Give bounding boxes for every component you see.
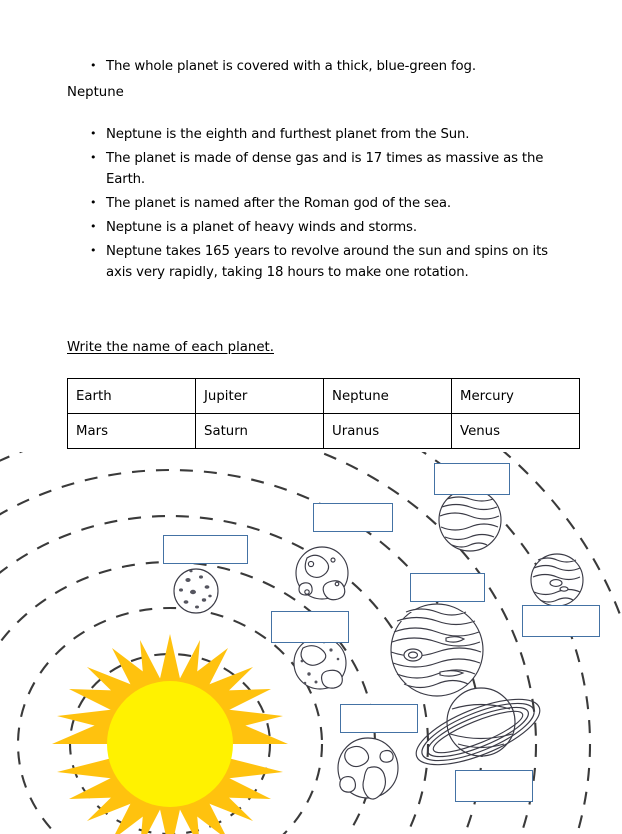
- neptune-facts-list: [88, 124, 573, 286]
- list-item: • The planet is named after the Roman god of the sea.: [88, 193, 573, 214]
- answer-box-8[interactable]: [455, 770, 533, 802]
- list-item: • Neptune is a planet of heavy winds and storms.: [88, 217, 573, 238]
- planet-neptune: [531, 554, 583, 606]
- planet-mercury: [174, 569, 218, 613]
- table-cell: Neptune: [324, 379, 452, 414]
- table-cell: Mercury: [452, 379, 580, 414]
- solar-system-diagram: [0, 452, 622, 834]
- list-item: • The whole planet is covered with a thick, blue-green fog.: [88, 56, 588, 77]
- sun-icon: [52, 634, 288, 834]
- answer-box-1[interactable]: [163, 535, 248, 564]
- table-row: [68, 414, 580, 449]
- table-cell: Uranus: [324, 414, 452, 449]
- answer-box-3[interactable]: [434, 463, 510, 495]
- section-heading-neptune: Neptune: [67, 85, 124, 100]
- planet-saturn: [408, 686, 548, 778]
- list-item: • The planet is made of dense gas and is 17 times as massive as the Earth.: [88, 148, 573, 190]
- table-row: [68, 379, 580, 414]
- table-cell: Jupiter: [196, 379, 324, 414]
- answer-box-7[interactable]: [340, 704, 418, 733]
- table-cell: Venus: [452, 414, 580, 449]
- answer-box-6[interactable]: [522, 605, 600, 637]
- answer-box-2[interactable]: [313, 503, 393, 532]
- planet-venus: [296, 547, 348, 600]
- word-bank-table: [67, 378, 580, 449]
- list-item: • Neptune takes 165 years to revolve around the sun and spins on its axis very rapidly, taking 18 hours to make one rotation.: [88, 241, 573, 283]
- activity-instruction: Write the name of each planet.: [67, 340, 274, 355]
- planet-mars: [294, 637, 346, 689]
- table-cell: Mars: [68, 414, 196, 449]
- answer-box-5[interactable]: [271, 611, 349, 643]
- intro-bullet-list: [88, 56, 588, 77]
- planet-earth: [338, 738, 398, 799]
- table-cell: Earth: [68, 379, 196, 414]
- table-cell: Saturn: [196, 414, 324, 449]
- list-item: • Neptune is the eighth and furthest planet from the Sun.: [88, 124, 573, 145]
- planet-uranus: [439, 489, 501, 551]
- planet-jupiter: [391, 604, 483, 696]
- answer-box-4[interactable]: [410, 573, 485, 602]
